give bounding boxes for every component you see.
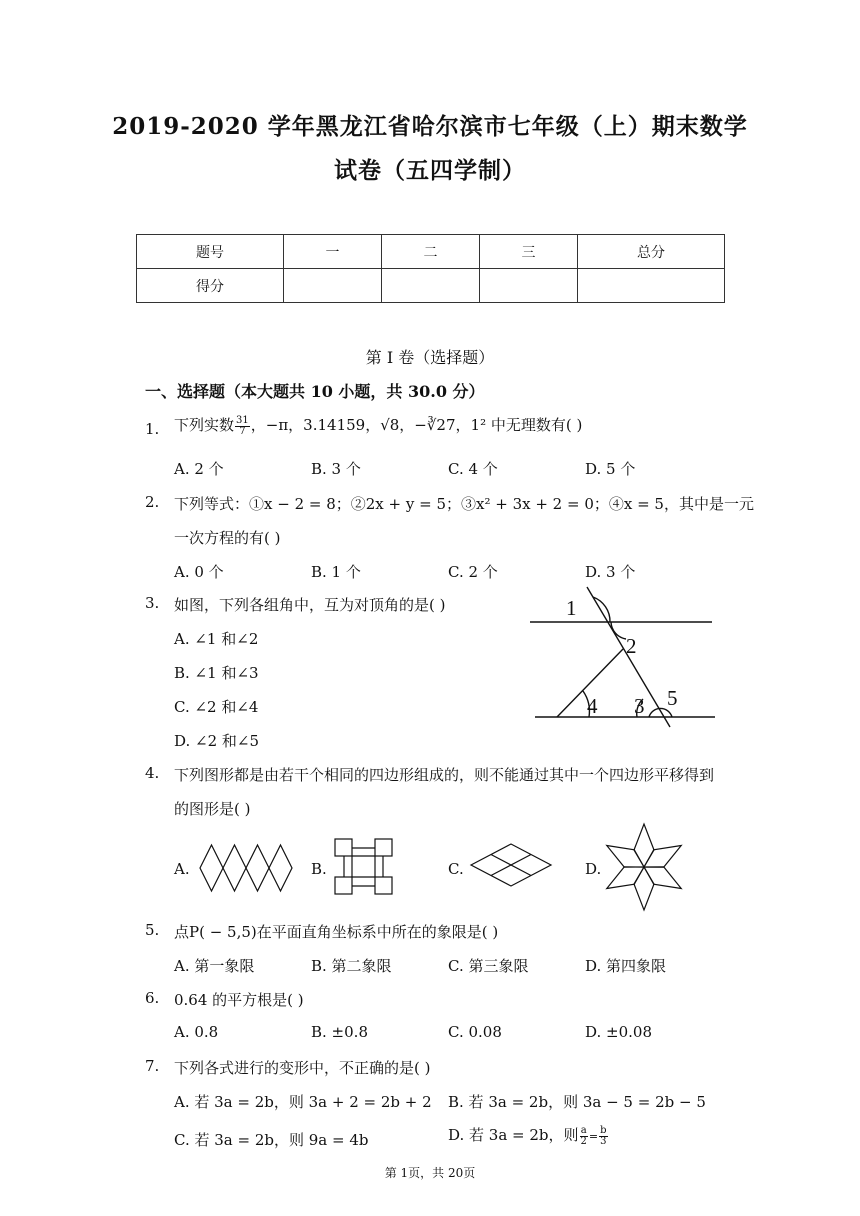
option-c[interactable]: C. 2 个 bbox=[448, 563, 498, 581]
question-stem-part: 下列实数 bbox=[174, 416, 235, 434]
score-table-score-row bbox=[137, 269, 725, 303]
option-a[interactable]: A. 2 个 bbox=[174, 460, 224, 478]
option-a[interactable]: A. 0 个 bbox=[174, 563, 224, 581]
question-stem: 下列各式进行的变形中，不正确的是( ) bbox=[174, 1059, 431, 1077]
question-stem: 点P( − 5,5)在平面直角坐标系中所在的象限是( ) bbox=[174, 923, 499, 941]
option-c[interactable]: C. 若 3a = 2b，则 9a = 4b bbox=[174, 1131, 369, 1149]
score-cell[interactable] bbox=[578, 269, 725, 303]
angles-figure bbox=[525, 585, 720, 730]
option-d[interactable]: D. 3 个 bbox=[585, 563, 636, 581]
option-c[interactable]: C. bbox=[448, 860, 464, 878]
question-number: 6. bbox=[145, 989, 160, 1007]
option-b[interactable]: B. 若 3a = 2b，则 3a − 5 = 2b − 5 bbox=[448, 1093, 706, 1111]
option-d-prefix: D. 若 3a = 2b，则 bbox=[448, 1126, 579, 1144]
option-a[interactable]: A. 若 3a = 2b，则 3a + 2 = 2b + 2 bbox=[174, 1093, 432, 1111]
question-number: 2. bbox=[145, 493, 160, 511]
question-stem-continued: 的图形是( ) bbox=[174, 800, 251, 818]
question-number: 5. bbox=[145, 921, 160, 939]
option-a[interactable]: A. bbox=[174, 860, 190, 878]
option-c[interactable]: C. 第三象限 bbox=[448, 957, 529, 975]
score-header-cell: 题号 bbox=[137, 235, 284, 269]
question-stem-part: ，−π，3.14159，√8，−∛27，1² 中无理数有( ) bbox=[250, 416, 583, 434]
option-b[interactable]: B. bbox=[311, 860, 327, 878]
question-number: 1. bbox=[145, 420, 160, 438]
score-header-cell: 总分 bbox=[578, 235, 725, 269]
figure-d-star-of-rhombi bbox=[605, 824, 683, 910]
page-footer: 第 1页，共 20页 bbox=[384, 1166, 476, 1180]
option-b[interactable]: B. ∠1 和∠3 bbox=[174, 664, 259, 682]
figure-b-square-pattern bbox=[334, 838, 394, 896]
question-stem bbox=[174, 414, 582, 437]
option-b[interactable]: B. 第二象限 bbox=[311, 957, 392, 975]
part-title: 第 I 卷（选择题） bbox=[365, 348, 495, 367]
option-b[interactable]: B. 1 个 bbox=[311, 563, 361, 581]
option-b[interactable]: B. 3 个 bbox=[311, 460, 361, 478]
fraction: $\frac{a}{2}$ bbox=[580, 1124, 587, 1147]
score-cell[interactable] bbox=[480, 269, 578, 303]
option-d[interactable]: D. ±0.08 bbox=[585, 1023, 652, 1041]
option-d[interactable]: D. bbox=[585, 860, 602, 878]
angle-label-4: 4 bbox=[587, 694, 598, 718]
section-title: 一、选择题（本大题共 10 小题，共 30.0 分） bbox=[145, 382, 485, 401]
option-a[interactable]: A. 0.8 bbox=[174, 1023, 219, 1041]
angle-label-1: 1 bbox=[566, 596, 577, 620]
option-d[interactable]: D. 5 个 bbox=[585, 460, 636, 478]
option-b[interactable]: B. ±0.8 bbox=[311, 1023, 368, 1041]
question-stem-continued: 一次方程的有( ) bbox=[174, 529, 281, 547]
question-number: 7. bbox=[145, 1057, 160, 1075]
figure-c-split-rhombus bbox=[471, 844, 551, 886]
option-a[interactable]: A. 第一象限 bbox=[174, 957, 255, 975]
angle-label-3: 3 bbox=[634, 694, 645, 718]
question-stem: 下列图形都是由若干个相同的四边形组成的，则不能通过其中一个四边形平移得到 bbox=[174, 766, 715, 784]
score-header-cell: 三 bbox=[480, 235, 578, 269]
angle-arc-2 bbox=[611, 622, 626, 639]
score-cell[interactable] bbox=[284, 269, 382, 303]
question-number: 3. bbox=[145, 594, 160, 612]
option-d[interactable]: D. 第四象限 bbox=[585, 957, 667, 975]
option-c[interactable]: C. 4 个 bbox=[448, 460, 498, 478]
question-number: 4. bbox=[145, 764, 160, 782]
score-table bbox=[136, 234, 725, 303]
score-header-cell: 一 bbox=[284, 235, 382, 269]
fraction: $\frac{31}{7}$ bbox=[236, 414, 249, 437]
equals-sign: = bbox=[588, 1130, 599, 1143]
option-a[interactable]: A. ∠1 和∠2 bbox=[174, 630, 259, 648]
option-c[interactable]: C. ∠2 和∠4 bbox=[174, 698, 259, 716]
figure-a-rhombus-row bbox=[200, 845, 292, 891]
question-stem: 下列等式：①x − 2 = 8；②2x + y = 5；③x² + 3x + 2 = 0；④x = 5，其中是一元 bbox=[174, 495, 754, 513]
option-d[interactable] bbox=[448, 1124, 609, 1147]
score-row-label: 得分 bbox=[137, 269, 284, 303]
question-stem: 如图，下列各组角中，互为对顶角的是( ) bbox=[174, 596, 446, 614]
angle-label-5: 5 bbox=[667, 686, 678, 710]
question-stem: 0.64 的平方根是( ) bbox=[174, 991, 304, 1009]
document-title-line1: 2019-2020 学年黑龙江省哈尔滨市七年级（上）期末数学 bbox=[112, 113, 748, 140]
score-header-cell: 二 bbox=[382, 235, 480, 269]
fraction: $\frac{b}{3}$ bbox=[600, 1124, 607, 1147]
option-d[interactable]: D. ∠2 和∠5 bbox=[174, 732, 260, 750]
score-cell[interactable] bbox=[382, 269, 480, 303]
option-c[interactable]: C. 0.08 bbox=[448, 1023, 502, 1041]
score-table-header-row bbox=[137, 235, 725, 269]
angle-label-2: 2 bbox=[626, 634, 637, 658]
document-title-line2: 试卷（五四学制） bbox=[334, 157, 526, 184]
